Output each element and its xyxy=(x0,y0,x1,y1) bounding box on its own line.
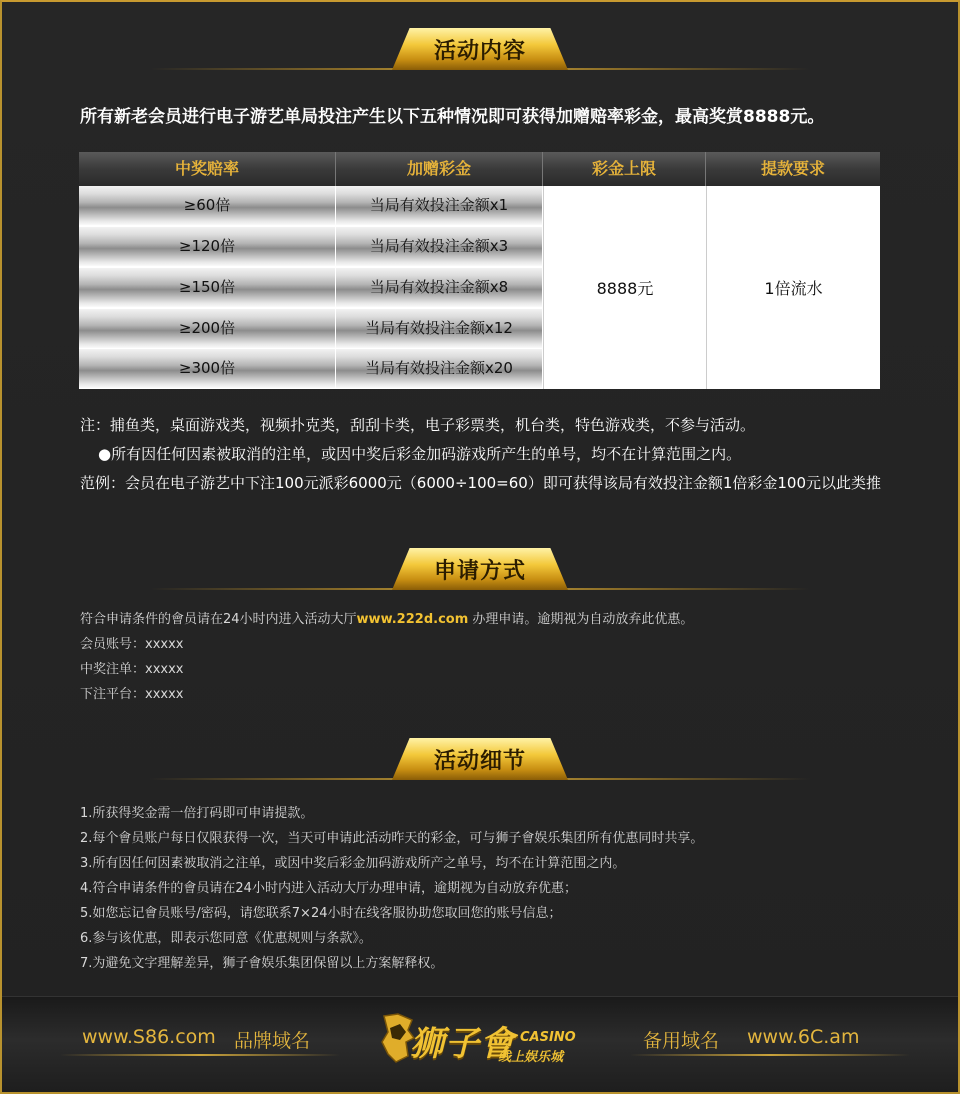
brand-logo-casino: CASINO xyxy=(520,1030,576,1045)
apply-field: 会员账号：xxxxx xyxy=(80,637,184,652)
table-row xyxy=(79,186,543,226)
section-title: 活动内容 xyxy=(433,39,526,64)
bonus-table xyxy=(79,152,880,389)
table-row xyxy=(79,227,543,267)
apply-suffix: 办理申请。逾期视为自动放弃此优惠。 xyxy=(468,612,694,627)
table-header: 加赠彩金 xyxy=(336,152,543,186)
table-row xyxy=(79,268,543,308)
detail-item: 3.所有因任何因素被取消之注单，或因中奖后彩金加码游戏所产之单号，均不在计算范围之内。 xyxy=(80,856,626,871)
bonus-cell: 当局有效投注金额x12 xyxy=(336,309,543,348)
note-line: 注：捕鱼类，桌面游戏类，视频扑克类，刮刮卡类，电子彩票类，机台类，特色游戏类，不参与活动。 xyxy=(80,416,756,434)
detail-item: 5.如您忘记會员账号/密码，请您联系7×24小时在线客服协助您取回您的账号信息； xyxy=(80,906,562,921)
detail-item: 2.每个會员账户每日仅限获得一次，当天可申请此活动昨天的彩金，可与狮子會娱乐集团所有优惠同时共享。 xyxy=(80,831,704,846)
section-title: 活动细节 xyxy=(433,749,526,774)
section-header-detail xyxy=(0,738,960,784)
apply-field: 下注平台：xxxxx xyxy=(80,687,184,702)
section-header-apply xyxy=(0,548,960,594)
odds-cell: ≥300倍 xyxy=(79,349,336,388)
apply-prefix: 符合申请条件的會员请在24小时内进入活动大厅 xyxy=(80,612,357,627)
detail-item: 6.参与该优惠，即表示您同意《优惠规则与条款》。 xyxy=(80,931,372,946)
detail-item: 7.为避免文字理解差异，狮子會娱乐集团保留以上方案解释权。 xyxy=(80,956,444,971)
table-header: 提款要求 xyxy=(706,152,880,186)
bonus-cell: 当局有效投注金额x1 xyxy=(336,186,543,225)
odds-cell: ≥200倍 xyxy=(79,309,336,348)
backup-domain-label: 备用域名 xyxy=(643,1030,720,1052)
bonus-cell: 当局有效投注金额x3 xyxy=(336,227,543,266)
brand-domain-label: 品牌域名 xyxy=(234,1030,311,1052)
detail-item: 4.符合申请条件的會员请在24小时内进入活动大厅办理申请，逾期视为自动放弃优惠； xyxy=(80,881,577,896)
note-line: 范例：会员在电子游艺中下注100元派彩6000元（6000÷100=60）即可获得该局有效投注金额1倍彩金100元以此类推 xyxy=(80,474,882,492)
bonus-cell: 当局有效投注金额x8 xyxy=(336,268,543,307)
odds-cell: ≥60倍 xyxy=(79,186,336,225)
table-header: 彩金上限 xyxy=(543,152,706,186)
cap-cell: 8888元 xyxy=(543,186,706,389)
note-line: ●所有因任何因素被取消的注单，或因中奖后彩金加码游戏所产生的单号，均不在计算范围之内。 xyxy=(98,445,742,463)
activity-hall-link[interactable]: www.222d.com xyxy=(356,612,469,627)
backup-domain-link[interactable]: www.6C.am xyxy=(747,1026,860,1048)
table-row xyxy=(79,309,543,349)
apply-instruction xyxy=(80,608,693,627)
footer-divider xyxy=(630,1054,910,1056)
apply-field: 中奖注单：xxxxx xyxy=(80,662,184,677)
brand-logo-subtitle: 线上娱乐城 xyxy=(498,1050,564,1065)
intro-text: 所有新老会员进行电子游艺单局投注产生以下五种情况即可获得加赠赔率彩金，最高奖赏8888元。 xyxy=(80,107,825,127)
table-row xyxy=(79,349,543,389)
brand-logo-text: 狮子會 xyxy=(410,1024,515,1064)
brand-domain-link[interactable]: www.S86.com xyxy=(82,1026,216,1048)
withdraw-cell: 1倍流水 xyxy=(706,186,880,389)
section-header-content xyxy=(0,28,960,74)
odds-cell: ≥120倍 xyxy=(79,227,336,266)
odds-cell: ≥150倍 xyxy=(79,268,336,307)
section-title: 申请方式 xyxy=(433,559,526,584)
table-header: 中奖赔率 xyxy=(79,152,336,186)
footer-divider xyxy=(60,1054,340,1056)
bonus-cell: 当局有效投注金额x20 xyxy=(336,349,543,388)
detail-item: 1.所获得奖金需一倍打码即可申请提款。 xyxy=(80,806,314,821)
